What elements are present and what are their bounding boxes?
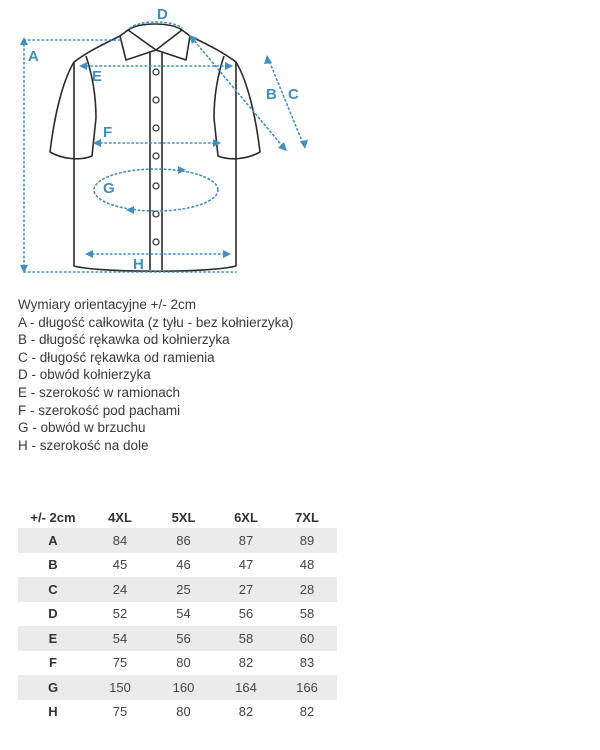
table-row — [18, 577, 337, 602]
collar-outline — [120, 24, 190, 60]
table-row — [18, 700, 337, 725]
legend-item-e: E - szerokość w ramionach — [18, 384, 181, 400]
label-e: E — [92, 68, 103, 85]
table-row — [18, 675, 337, 700]
size-column-header: 7XL — [295, 509, 319, 525]
size-table-corner-header: +/- 2cm — [30, 509, 76, 525]
button-4 — [153, 153, 159, 159]
measurement-lines — [24, 22, 304, 272]
measure-a-arrow-bottom — [20, 265, 28, 273]
legend-item-g: G - obwód w brzuchu — [18, 420, 146, 436]
table-cell: 82 — [215, 700, 277, 725]
size-table — [18, 506, 337, 724]
row-label: D — [18, 602, 88, 627]
measure-c-arrow-bottom — [300, 140, 308, 149]
legend-item-c: C - długość rękawka od ramienia — [18, 349, 215, 365]
table-cell: 47 — [215, 553, 277, 578]
shirt-buttons — [153, 69, 159, 245]
table-cell: 80 — [152, 651, 215, 676]
label-b: B — [266, 86, 277, 103]
measure-e-arrow-right — [225, 62, 233, 70]
legend-item-f: F - szerokość pod pachami — [18, 402, 181, 418]
table-cell: 58 — [277, 602, 337, 627]
table-cell: 56 — [152, 626, 215, 651]
measure-e-arrow-left — [79, 62, 87, 70]
table-cell: 45 — [88, 553, 152, 578]
table-cell: 54 — [152, 602, 215, 627]
table-cell: 84 — [88, 528, 152, 553]
table-cell: 56 — [215, 602, 277, 627]
table-cell: 86 — [152, 528, 215, 553]
button-7 — [153, 239, 159, 245]
table-cell: 150 — [88, 675, 152, 700]
measure-c-arrow-top — [264, 55, 272, 64]
table-cell: 54 — [88, 626, 152, 651]
size-column-header: 4XL — [108, 509, 132, 525]
table-cell: 164 — [215, 675, 277, 700]
table-cell: 27 — [215, 577, 277, 602]
measure-g-arrow-right — [126, 206, 134, 214]
table-row — [18, 626, 337, 651]
size-column-header: 6XL — [234, 509, 258, 525]
row-label: H — [18, 700, 88, 725]
table-cell: 24 — [88, 577, 152, 602]
label-f: F — [103, 124, 113, 141]
table-cell: 87 — [215, 528, 277, 553]
label-h: H — [133, 256, 144, 273]
measurement-arrowheads — [20, 35, 308, 273]
measure-a-arrow-top — [20, 37, 28, 45]
measure-g-arrow-left — [178, 166, 186, 174]
table-cell: 83 — [277, 651, 337, 676]
button-6 — [153, 211, 159, 217]
button-1 — [153, 69, 159, 75]
legend-item-h: H - szerokość na dole — [18, 437, 149, 453]
label-a: A — [28, 48, 39, 65]
row-label: A — [18, 528, 88, 553]
table-cell: 75 — [88, 700, 152, 725]
measurement-legend — [18, 296, 293, 454]
table-cell: 82 — [215, 651, 277, 676]
measure-h-arrow-right — [223, 250, 231, 258]
collar-inner-line — [128, 30, 182, 50]
button-5 — [153, 183, 159, 189]
label-c: C — [288, 86, 299, 103]
legend-item-b: B - długość rękawka od kołnierzyka — [18, 332, 230, 348]
shirt-outline — [50, 24, 260, 271]
row-label: G — [18, 675, 88, 700]
legend-title: Wymiary orientacyjne +/- 2cm — [18, 297, 197, 312]
row-label: C — [18, 577, 88, 602]
table-cell: 52 — [88, 602, 152, 627]
button-3 — [153, 125, 159, 131]
table-cell: 48 — [277, 553, 337, 578]
table-cell: 58 — [215, 626, 277, 651]
legend-item-d: D - obwód kołnierzyka — [18, 367, 151, 383]
table-cell: 25 — [152, 577, 215, 602]
table-row — [18, 528, 337, 553]
table-cell: 80 — [152, 700, 215, 725]
table-row — [18, 651, 337, 676]
table-cell: 28 — [277, 577, 337, 602]
legend-item-a: A - długość całkowita (z tyłu - bez kołnierzyka) — [18, 314, 294, 330]
row-label: F — [18, 651, 88, 676]
table-cell: 89 — [277, 528, 337, 553]
table-cell: 166 — [277, 675, 337, 700]
button-2 — [153, 97, 159, 103]
left-sleeve-outline — [50, 62, 96, 159]
table-cell: 75 — [88, 651, 152, 676]
row-label: E — [18, 626, 88, 651]
table-row — [18, 553, 337, 578]
label-g: G — [103, 180, 115, 197]
measure-h-arrow-left — [85, 250, 93, 258]
table-row — [18, 602, 337, 627]
table-cell: 60 — [277, 626, 337, 651]
table-cell: 160 — [152, 675, 215, 700]
row-label: B — [18, 553, 88, 578]
label-d: D — [157, 6, 168, 23]
shirt-measurement-diagram — [0, 0, 340, 290]
table-cell: 82 — [277, 700, 337, 725]
size-table-header-row — [18, 506, 337, 528]
size-column-header: 5XL — [171, 509, 196, 525]
table-cell: 46 — [152, 553, 215, 578]
